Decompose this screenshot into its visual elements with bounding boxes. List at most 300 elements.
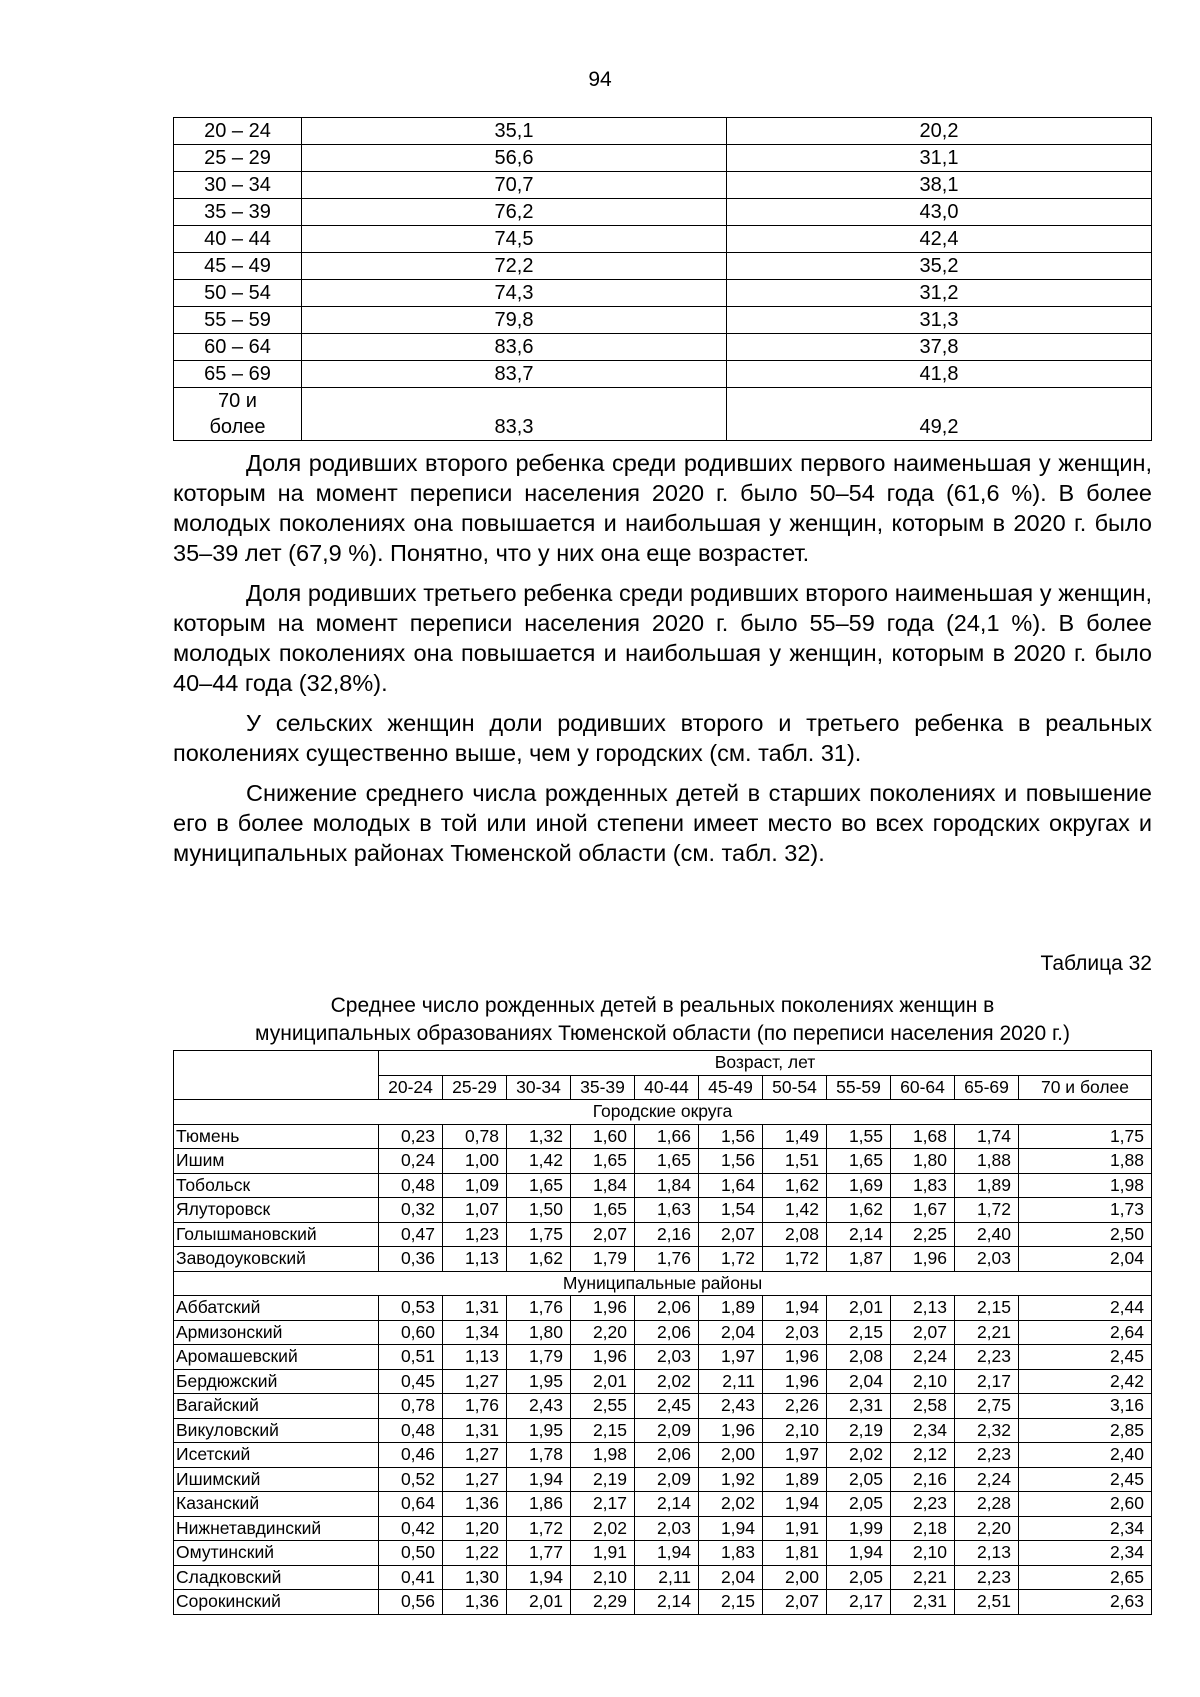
age-line-1: 70 и (218, 390, 257, 412)
value-cell: 1,87 (827, 1247, 891, 1272)
value-cell: 2,06 (635, 1443, 699, 1468)
age-cell: 35 – 39 (174, 199, 302, 226)
value-cell: 1,89 (763, 1467, 827, 1492)
municipality-name: Омутинский (174, 1541, 379, 1566)
table-row (174, 118, 1152, 145)
value-cell: 2,45 (1019, 1345, 1152, 1370)
value-cell: 1,30 (443, 1565, 507, 1590)
age-cell (174, 388, 302, 441)
value-cell: 0,47 (379, 1222, 443, 1247)
value-cell: 2,15 (955, 1296, 1019, 1321)
value-cell: 0,60 (379, 1320, 443, 1345)
value-cell: 0,32 (379, 1198, 443, 1223)
value-cell: 2,75 (955, 1394, 1019, 1419)
value-cell: 1,67 (891, 1198, 955, 1223)
table-row (174, 1467, 1152, 1492)
table-row (174, 1394, 1152, 1419)
value-cell: 1,79 (571, 1247, 635, 1272)
value-cell: 2,34 (891, 1418, 955, 1443)
value-cell: 1,94 (763, 1296, 827, 1321)
value-cell: 1,62 (827, 1198, 891, 1223)
value-cell: 1,83 (699, 1541, 763, 1566)
value-cell: 1,42 (763, 1198, 827, 1223)
value-cell: 2,50 (1019, 1222, 1152, 1247)
age-line-2: более (209, 416, 266, 438)
table-row (174, 1565, 1152, 1590)
value-cell: 2,34 (1019, 1541, 1152, 1566)
age-group-header: 60-64 (891, 1075, 955, 1100)
value-cell: 56,6 (302, 145, 727, 172)
value-cell: 2,28 (955, 1492, 1019, 1517)
value-cell: 0,78 (379, 1394, 443, 1419)
section-row (174, 1100, 1152, 1125)
value-cell: 2,32 (955, 1418, 1019, 1443)
municipality-name: Сорокинский (174, 1590, 379, 1615)
table-row (174, 1516, 1152, 1541)
value-cell: 35,1 (302, 118, 727, 145)
value-cell: 2,09 (635, 1418, 699, 1443)
age-cell: 40 – 44 (174, 226, 302, 253)
value-cell: 0,51 (379, 1345, 443, 1370)
municipality-name: Бердюжский (174, 1369, 379, 1394)
value-cell: 2,19 (571, 1467, 635, 1492)
table-row (174, 1345, 1152, 1370)
municipality-name: Ишим (174, 1149, 379, 1174)
table-row (174, 145, 1152, 172)
municipality-name: Казанский (174, 1492, 379, 1517)
table-row (174, 1418, 1152, 1443)
value-cell: 2,45 (635, 1394, 699, 1419)
table-row (174, 280, 1152, 307)
value-cell: 2,14 (635, 1492, 699, 1517)
value-cell: 43,0 (727, 199, 1152, 226)
value-cell: 1,34 (443, 1320, 507, 1345)
age-cell: 20 – 24 (174, 118, 302, 145)
value-cell: 1,96 (763, 1345, 827, 1370)
municipality-name: Викуловский (174, 1418, 379, 1443)
value-cell: 2,23 (891, 1492, 955, 1517)
value-cell: 2,09 (635, 1467, 699, 1492)
table-row (174, 199, 1152, 226)
value-cell: 1,91 (763, 1516, 827, 1541)
value-cell: 2,00 (763, 1565, 827, 1590)
value-cell: 2,03 (635, 1516, 699, 1541)
value-cell: 2,51 (955, 1590, 1019, 1615)
value-cell: 1,50 (507, 1198, 571, 1223)
value-cell: 2,34 (1019, 1516, 1152, 1541)
value-cell: 2,08 (763, 1222, 827, 1247)
value-cell: 37,8 (727, 334, 1152, 361)
value-cell: 1,23 (443, 1222, 507, 1247)
value-cell: 2,45 (1019, 1467, 1152, 1492)
age-cell: 30 – 34 (174, 172, 302, 199)
value-cell: 1,68 (891, 1124, 955, 1149)
age-cell: 65 – 69 (174, 361, 302, 388)
value-cell: 1,51 (763, 1149, 827, 1174)
value-cell: 2,21 (955, 1320, 1019, 1345)
value-cell: 79,8 (302, 307, 727, 334)
value-cell: 2,05 (827, 1565, 891, 1590)
value-cell: 2,04 (827, 1369, 891, 1394)
value-cell: 2,10 (571, 1565, 635, 1590)
value-cell: 1,83 (891, 1173, 955, 1198)
value-cell: 1,64 (699, 1173, 763, 1198)
table-row (174, 253, 1152, 280)
value-cell: 1,95 (507, 1369, 571, 1394)
value-cell: 1,13 (443, 1247, 507, 1272)
value-cell: 1,94 (699, 1516, 763, 1541)
value-cell: 1,86 (507, 1492, 571, 1517)
value-cell: 3,16 (1019, 1394, 1152, 1419)
value-cell: 0,48 (379, 1173, 443, 1198)
table-row (174, 226, 1152, 253)
value-cell: 74,3 (302, 280, 727, 307)
value-cell: 2,43 (699, 1394, 763, 1419)
value-cell: 1,78 (507, 1443, 571, 1468)
value-cell: 2,29 (571, 1590, 635, 1615)
value-cell: 72,2 (302, 253, 727, 280)
value-cell: 2,17 (571, 1492, 635, 1517)
municipality-name: Исетский (174, 1443, 379, 1468)
municipality-name: Заводоуковский (174, 1247, 379, 1272)
paragraph: Доля родивших второго ребенка среди родивших первого наименьшая у женщин, которым на момент переписи населения 2020 г. было 50–54 года (61,6 %). В более молодых поколениях она повышается и наибольшая у женщин, которым в 2020 г. было 35–39 лет (67,9 %). Понятно, что у них она еще возрастет. (173, 450, 1152, 566)
value-cell: 0,50 (379, 1541, 443, 1566)
value-cell: 1,94 (827, 1541, 891, 1566)
value-cell: 0,46 (379, 1443, 443, 1468)
value-cell: 2,31 (891, 1590, 955, 1615)
value-cell: 1,22 (443, 1541, 507, 1566)
value-cell: 2,24 (891, 1345, 955, 1370)
value-cell: 1,36 (443, 1590, 507, 1615)
age-group-header: 70 и более (1019, 1075, 1152, 1100)
table-row (174, 1590, 1152, 1615)
value-cell: 1,62 (763, 1173, 827, 1198)
page-number: 94 (588, 68, 612, 91)
value-cell: 2,13 (955, 1541, 1019, 1566)
table-title (173, 992, 1152, 1048)
value-cell: 1,97 (699, 1345, 763, 1370)
value-cell: 1,56 (699, 1149, 763, 1174)
municipality-name: Армизонский (174, 1320, 379, 1345)
value-cell: 1,94 (507, 1565, 571, 1590)
section-title: Муниципальные районы (174, 1271, 1152, 1296)
value-cell: 2,00 (699, 1443, 763, 1468)
value-cell: 2,23 (955, 1565, 1019, 1590)
table-row (174, 334, 1152, 361)
births-table-body (174, 1051, 1152, 1615)
value-cell: 1,27 (443, 1467, 507, 1492)
value-cell: 2,02 (571, 1516, 635, 1541)
value-cell: 1,84 (571, 1173, 635, 1198)
value-cell: 1,99 (827, 1516, 891, 1541)
table-row (174, 307, 1152, 334)
section-title: Городские округа (174, 1100, 1152, 1125)
value-cell: 1,72 (955, 1198, 1019, 1223)
age-share-table-body (174, 118, 1152, 388)
table-row (174, 1149, 1152, 1174)
value-cell: 2,07 (763, 1590, 827, 1615)
value-cell: 2,18 (891, 1516, 955, 1541)
value-cell: 1,49 (763, 1124, 827, 1149)
value-cell: 2,05 (827, 1492, 891, 1517)
value-cell: 0,78 (443, 1124, 507, 1149)
value-cell: 2,23 (955, 1345, 1019, 1370)
value-cell: 2,43 (507, 1394, 571, 1419)
value-cell: 2,03 (763, 1320, 827, 1345)
value-cell: 35,2 (727, 253, 1152, 280)
value-cell: 2,11 (699, 1369, 763, 1394)
value-cell: 0,52 (379, 1467, 443, 1492)
table-row (174, 172, 1152, 199)
paragraph: Доля родивших третьего ребенка среди родивших второго наименьшая у женщин, которым на момент переписи населения 2020 г. было 55–59 года (24,1 %). В более молодых поколениях она повышается и наибольшая у женщин, которым в 2020 г. было 40–44 года (32,8%). (173, 580, 1152, 696)
births-table (173, 1050, 1152, 1615)
value-cell: 1,94 (635, 1541, 699, 1566)
value-cell: 1,60 (571, 1124, 635, 1149)
value-cell: 2,01 (571, 1369, 635, 1394)
value-cell: 2,44 (1019, 1296, 1152, 1321)
value-cell: 2,01 (507, 1590, 571, 1615)
value-cell: 1,63 (635, 1198, 699, 1223)
value-cell: 1,36 (443, 1492, 507, 1517)
value-cell: 1,65 (571, 1149, 635, 1174)
value-cell: 1,65 (571, 1198, 635, 1223)
value-cell: 2,03 (955, 1247, 1019, 1272)
value-cell: 2,10 (891, 1369, 955, 1394)
value-cell: 83,7 (302, 361, 727, 388)
age-header: Возраст, лет (379, 1051, 1152, 1076)
age-group-header: 40-44 (635, 1075, 699, 1100)
value-cell: 2,17 (827, 1590, 891, 1615)
value-cell: 2,23 (955, 1443, 1019, 1468)
value-cell: 2,21 (891, 1565, 955, 1590)
value-cell: 1,65 (507, 1173, 571, 1198)
age-share-table (173, 117, 1152, 441)
value-cell: 1,96 (571, 1345, 635, 1370)
value-cell: 0,56 (379, 1590, 443, 1615)
value-cell: 42,4 (727, 226, 1152, 253)
value-cell: 2,14 (827, 1222, 891, 1247)
table-row (174, 1198, 1152, 1223)
value-cell: 1,07 (443, 1198, 507, 1223)
table-row (174, 1492, 1152, 1517)
value-cell: 1,79 (507, 1345, 571, 1370)
value-cell: 1,32 (507, 1124, 571, 1149)
value-cell: 1,92 (699, 1467, 763, 1492)
municipality-name: Ишимский (174, 1467, 379, 1492)
table-row (174, 361, 1152, 388)
value-cell: 1,72 (763, 1247, 827, 1272)
value-cell: 2,07 (571, 1222, 635, 1247)
age-group-header: 65-69 (955, 1075, 1019, 1100)
value-cell: 1,80 (891, 1149, 955, 1174)
value-cell: 2,08 (827, 1345, 891, 1370)
value-cell: 2,26 (763, 1394, 827, 1419)
value-cell: 1,97 (763, 1443, 827, 1468)
value-cell: 0,48 (379, 1418, 443, 1443)
value-cell: 2,15 (699, 1590, 763, 1615)
age-cell: 55 – 59 (174, 307, 302, 334)
value-cell: 41,8 (727, 361, 1152, 388)
municipality-name: Нижнетавдинский (174, 1516, 379, 1541)
value-cell: 1,55 (827, 1124, 891, 1149)
value-cell: 31,2 (727, 280, 1152, 307)
table-row (174, 1173, 1152, 1198)
age-group-header: 50-54 (763, 1075, 827, 1100)
value-cell: 1,72 (699, 1247, 763, 1272)
value-cell: 1,88 (955, 1149, 1019, 1174)
value-cell: 1,81 (763, 1541, 827, 1566)
value-cell: 1,56 (699, 1124, 763, 1149)
value-cell: 1,54 (699, 1198, 763, 1223)
value-cell: 2,60 (1019, 1492, 1152, 1517)
value-cell: 1,76 (635, 1247, 699, 1272)
value-cell: 1,69 (827, 1173, 891, 1198)
age-group-header: 45-49 (699, 1075, 763, 1100)
table-title-line-1: Среднее число рожденных детей в реальных поколениях женщин в (330, 994, 995, 1017)
value-cell: 1,98 (571, 1443, 635, 1468)
value-cell: 2,63 (1019, 1590, 1152, 1615)
age-cell: 50 – 54 (174, 280, 302, 307)
municipality-name: Голышмановский (174, 1222, 379, 1247)
value-cell: 83,3 (302, 388, 727, 441)
value-cell: 1,95 (507, 1418, 571, 1443)
value-cell: 2,06 (635, 1320, 699, 1345)
value-cell: 1,09 (443, 1173, 507, 1198)
municipality-name: Аббатский (174, 1296, 379, 1321)
municipality-name: Вагайский (174, 1394, 379, 1419)
value-cell: 1,31 (443, 1296, 507, 1321)
table-row (174, 1247, 1152, 1272)
table-title-line-2: муниципальных образованиях Тюменской области (по переписи населения 2020 г.) (255, 1022, 1070, 1045)
table-row (174, 1222, 1152, 1247)
value-cell: 38,1 (727, 172, 1152, 199)
value-cell: 49,2 (727, 388, 1152, 441)
value-cell: 2,04 (699, 1565, 763, 1590)
value-cell: 1,75 (1019, 1124, 1152, 1149)
value-cell: 1,20 (443, 1516, 507, 1541)
value-cell: 2,04 (699, 1320, 763, 1345)
value-cell: 2,02 (827, 1443, 891, 1468)
age-cell: 25 – 29 (174, 145, 302, 172)
table-row (174, 1443, 1152, 1468)
table-label: Таблица 32 (1040, 952, 1152, 975)
value-cell: 1,76 (443, 1394, 507, 1419)
value-cell: 2,05 (827, 1467, 891, 1492)
value-cell: 1,00 (443, 1149, 507, 1174)
value-cell: 1,88 (1019, 1149, 1152, 1174)
value-cell: 2,19 (827, 1418, 891, 1443)
value-cell: 2,31 (827, 1394, 891, 1419)
value-cell: 2,55 (571, 1394, 635, 1419)
value-cell: 1,72 (507, 1516, 571, 1541)
value-cell: 1,98 (1019, 1173, 1152, 1198)
value-cell: 2,15 (571, 1418, 635, 1443)
value-cell: 1,89 (955, 1173, 1019, 1198)
age-group-header: 20-24 (379, 1075, 443, 1100)
age-cell: 45 – 49 (174, 253, 302, 280)
value-cell: 2,02 (635, 1369, 699, 1394)
value-cell: 1,74 (955, 1124, 1019, 1149)
table-row (174, 1320, 1152, 1345)
table-row (174, 1296, 1152, 1321)
value-cell: 1,94 (763, 1492, 827, 1517)
value-cell: 1,77 (507, 1541, 571, 1566)
value-cell: 1,96 (571, 1296, 635, 1321)
value-cell: 0,23 (379, 1124, 443, 1149)
municipality-name: Ялуторовск (174, 1198, 379, 1223)
value-cell: 2,13 (891, 1296, 955, 1321)
paragraph: Снижение среднего числа рожденных детей в старших поколениях и повышение его в более молодых в той или иной степени имеет место во всех городских округах и муниципальных районах Тюменской области (см. табл. 32). (173, 780, 1152, 866)
value-cell: 1,96 (699, 1418, 763, 1443)
value-cell: 1,42 (507, 1149, 571, 1174)
age-group-header: 30-34 (507, 1075, 571, 1100)
value-cell: 1,65 (827, 1149, 891, 1174)
value-cell: 74,5 (302, 226, 727, 253)
value-cell: 2,11 (635, 1565, 699, 1590)
value-cell: 31,1 (727, 145, 1152, 172)
table-row (174, 1541, 1152, 1566)
value-cell: 0,36 (379, 1247, 443, 1272)
section-row (174, 1271, 1152, 1296)
value-cell: 2,20 (571, 1320, 635, 1345)
value-cell: 2,07 (699, 1222, 763, 1247)
table-row (174, 1124, 1152, 1149)
value-cell: 2,25 (891, 1222, 955, 1247)
age-group-header: 55-59 (827, 1075, 891, 1100)
value-cell: 2,24 (955, 1467, 1019, 1492)
value-cell: 2,40 (955, 1222, 1019, 1247)
municipality-name: Аромашевский (174, 1345, 379, 1370)
municipality-name: Сладковский (174, 1565, 379, 1590)
value-cell: 1,62 (507, 1247, 571, 1272)
value-cell: 2,10 (763, 1418, 827, 1443)
value-cell: 2,20 (955, 1516, 1019, 1541)
value-cell: 2,06 (635, 1296, 699, 1321)
value-cell: 0,53 (379, 1296, 443, 1321)
value-cell: 2,14 (635, 1590, 699, 1615)
value-cell: 2,17 (955, 1369, 1019, 1394)
value-cell: 0,42 (379, 1516, 443, 1541)
value-cell: 76,2 (302, 199, 727, 226)
table-row (174, 388, 1152, 441)
value-cell: 20,2 (727, 118, 1152, 145)
value-cell: 2,10 (891, 1541, 955, 1566)
value-cell: 1,80 (507, 1320, 571, 1345)
value-cell: 2,65 (1019, 1565, 1152, 1590)
value-cell: 1,94 (507, 1467, 571, 1492)
value-cell: 2,03 (635, 1345, 699, 1370)
value-cell: 2,04 (1019, 1247, 1152, 1272)
value-cell: 2,42 (1019, 1369, 1152, 1394)
table-row (174, 1369, 1152, 1394)
value-cell: 0,41 (379, 1565, 443, 1590)
age-cell: 60 – 64 (174, 334, 302, 361)
municipality-name: Тобольск (174, 1173, 379, 1198)
value-cell: 1,13 (443, 1345, 507, 1370)
value-cell: 1,96 (763, 1369, 827, 1394)
value-cell: 2,16 (635, 1222, 699, 1247)
header-row (174, 1051, 1152, 1076)
value-cell: 2,12 (891, 1443, 955, 1468)
value-cell: 2,01 (827, 1296, 891, 1321)
value-cell: 2,15 (827, 1320, 891, 1345)
value-cell: 1,27 (443, 1369, 507, 1394)
value-cell: 1,75 (507, 1222, 571, 1247)
value-cell: 2,64 (1019, 1320, 1152, 1345)
body-text (173, 448, 1152, 878)
value-cell: 0,45 (379, 1369, 443, 1394)
municipality-name: Тюмень (174, 1124, 379, 1149)
